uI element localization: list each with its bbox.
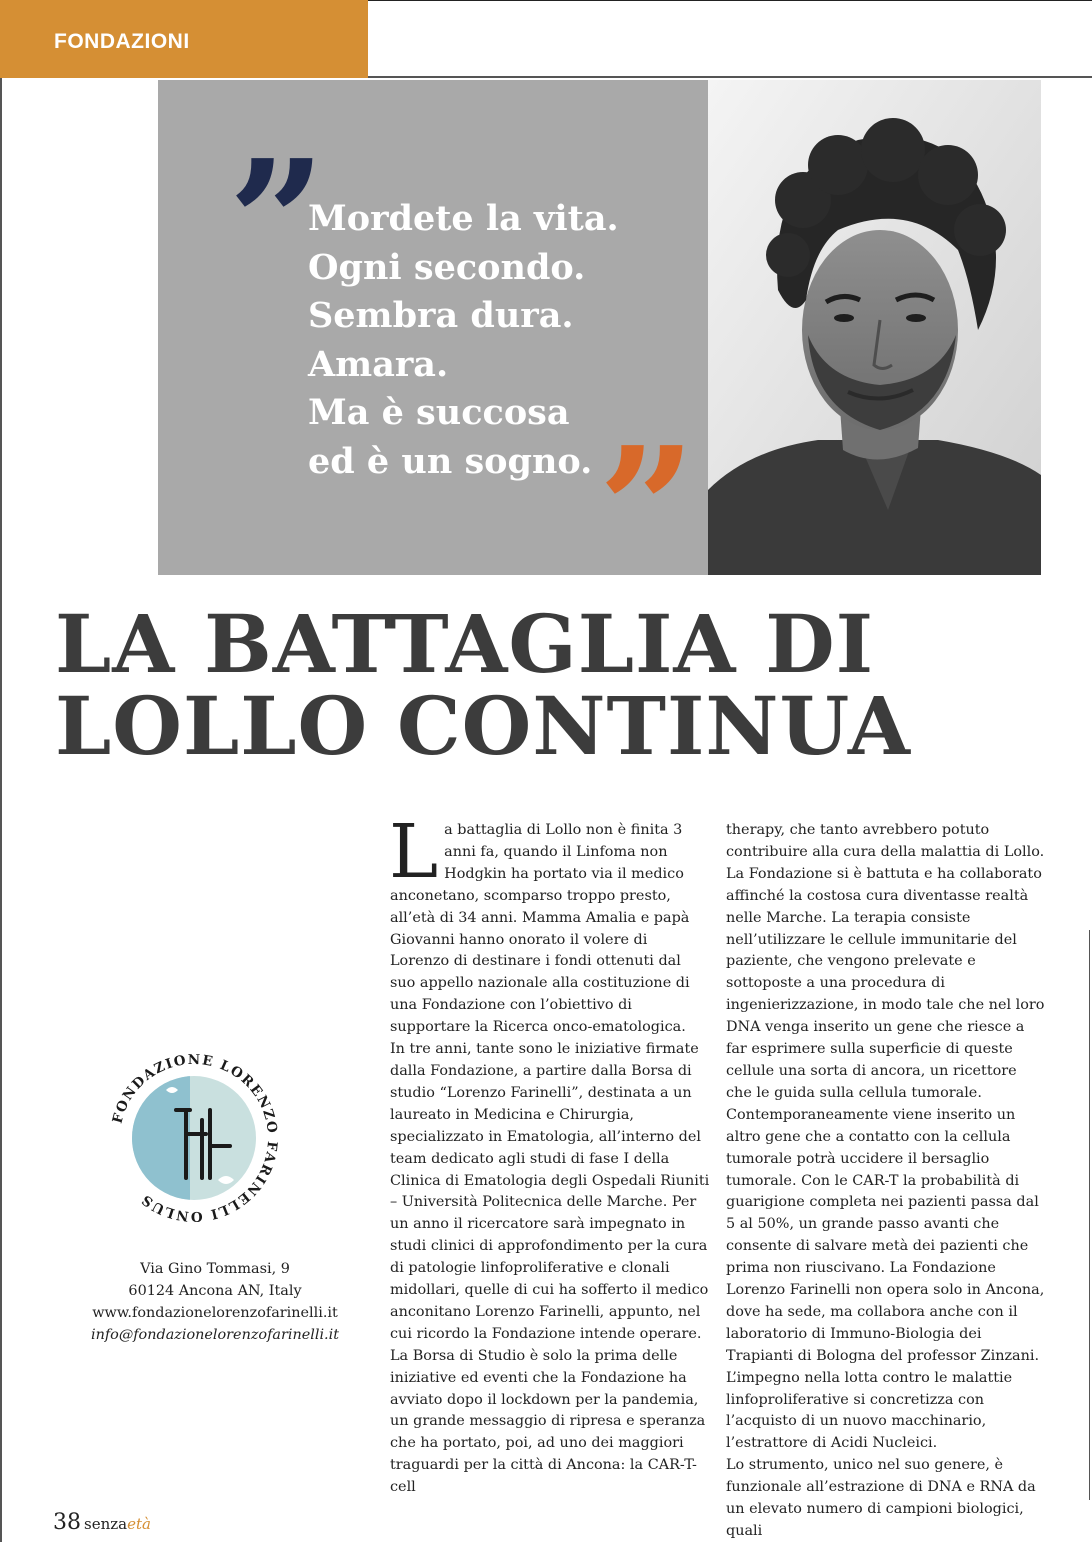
quote-line: ed è un sogno.: [308, 440, 593, 482]
logo-ring-text: FONDAZIONE LORENZO FARINELLI ONLUS: [109, 1051, 281, 1225]
page-left-rule: [0, 0, 2, 1542]
open-quote-icon: ”: [228, 123, 326, 323]
quote-line: Ma è succosa: [308, 392, 570, 433]
hero-quote-banner: [158, 80, 1041, 575]
right-edge-rule: [1089, 930, 1090, 1500]
quote-line: Ogni secondo.: [308, 246, 586, 288]
paragraph-text: a battaglia di Lollo non è finita 3 anni fa, quando il Linfoma non Hodgkin ha portato via il medico anconetano, scomparso troppo presto, all’età di 34 anni. Mamma Amalia e papà Giovanni hanno onorato il volere di Lorenzo di destinare i fondi ottenuti dal suo appello nazionale alla costituzione di una Fondazione con l’obiettivo di supportare la Ricerca onco-ematologica.: [390, 822, 690, 1036]
article-column-2: [726, 820, 1046, 1543]
magazine-name: senza: [84, 1515, 128, 1533]
address-line-2: 60124 Ancona AN, Italy: [128, 1283, 302, 1299]
section-label: FONDAZIONI: [54, 30, 190, 53]
article-paragraph: La Borsa di Studio è solo la prima delle iniziative ed eventi che la Fondazione ha avviato dopo il lockdown per la pandemia, un grande messaggio di ripresa e speranza che ha portato, poi, ad uno dei maggiori traguardi per la città di Ancona: la CAR-T-cell: [390, 1347, 706, 1496]
article-paragraph: therapy, che tanto avrebbero potuto contribuire alla cura della malattia di Lollo. La Fondazione si è battuta e ha collaborato affinché la costosa cura diventasse realtà nelle Marche. La terapia consiste nell’utilizzare le cellule immunitarie del paziente, che vengono prelevate e sottoposte a una procedura di ingenierizzazione, in modo tale che nel loro DNA venga inserito un gene che riesce a far esprimere sulla superficie di queste cellule una sorta di ancora, un ricettore che le guida sulla cellula tumorale. Contemporaneamente viene inserito un altro gene che a contatto con la cellula tumorale potrà uccidere il bersaglio tumorale. Con le CAR-T la probabilità di guarigione completa nei pazienti passa dal 5 al 50%, un grande passo avanti che consente di salvare metà dei pazienti che prima non riuscivano. La Fondazione Lorenzo Farinelli non opera solo in Ancona, dove ha sede, ma collabora anche con il laboratorio di Immuno-Biologia dei Trapianti di Bologna del professor Zinzani. L’impegno nella lotta contro le malattie linfoproliferative si concretizza con l’acquisto di un nuovo macchinario, l’estrattore di Acidi Nucleici.: [726, 822, 1045, 1452]
article-paragraph: Lo strumento, unico nel suo genere, è funzionale all’estrazione di DNA e RNA da un elevato numero di campioni biologici, quali: [726, 1457, 1036, 1539]
foundation-logo: [106, 1050, 282, 1226]
drop-cap: L: [389, 809, 439, 895]
website-link[interactable]: www.fondazionelorenzofarinelli.it: [92, 1305, 338, 1321]
article-title: [55, 597, 911, 773]
magazine-name-accent: età: [127, 1515, 151, 1533]
quote-line: Amara.: [308, 343, 449, 385]
article-paragraph: [389, 809, 710, 1039]
foundation-contact: [80, 1258, 350, 1346]
close-quote-icon: ”: [598, 410, 696, 575]
title-line-1: LA BATTAGLIA DI: [55, 597, 875, 691]
page-footer: [53, 1510, 151, 1535]
email-link[interactable]: info@fondazionelorenzofarinelli.it: [90, 1327, 340, 1343]
quote-line: Sembra dura.: [308, 295, 574, 336]
header-divider: [368, 76, 1092, 78]
page-number: 38: [53, 1510, 81, 1535]
address-line-1: Via Gino Tommasi, 9: [140, 1261, 290, 1277]
title-line-2: LOLLO CONTINUA: [55, 679, 911, 773]
article-paragraph: In tre anni, tante sono le iniziative firmate dalla Fondazione, a partire dalla Borsa di studio “Lorenzo Farinelli”, destinata a un laureato in Medicina e Chirurgia, specializzato in Ematologia, all’interno del team dedicato agli studi di fase I della Clinica di Ematologia degli Ospedali Riuniti – Università Politecnica delle Marche. Per un anno il ricercatore sarà impegnato in studi clinici di approfondimento per la cura di patologie linfoproliferative e clonali midollari, quelle di cui ha sofferto il medico anconitano Lorenzo Farinelli, appunto, nel cui ricordo la Fondazione intende operare.: [390, 1041, 710, 1342]
article-column-1: [389, 809, 710, 1499]
portrait-photo: [708, 80, 1041, 575]
quote-line: Mordete la vita.: [308, 198, 619, 239]
